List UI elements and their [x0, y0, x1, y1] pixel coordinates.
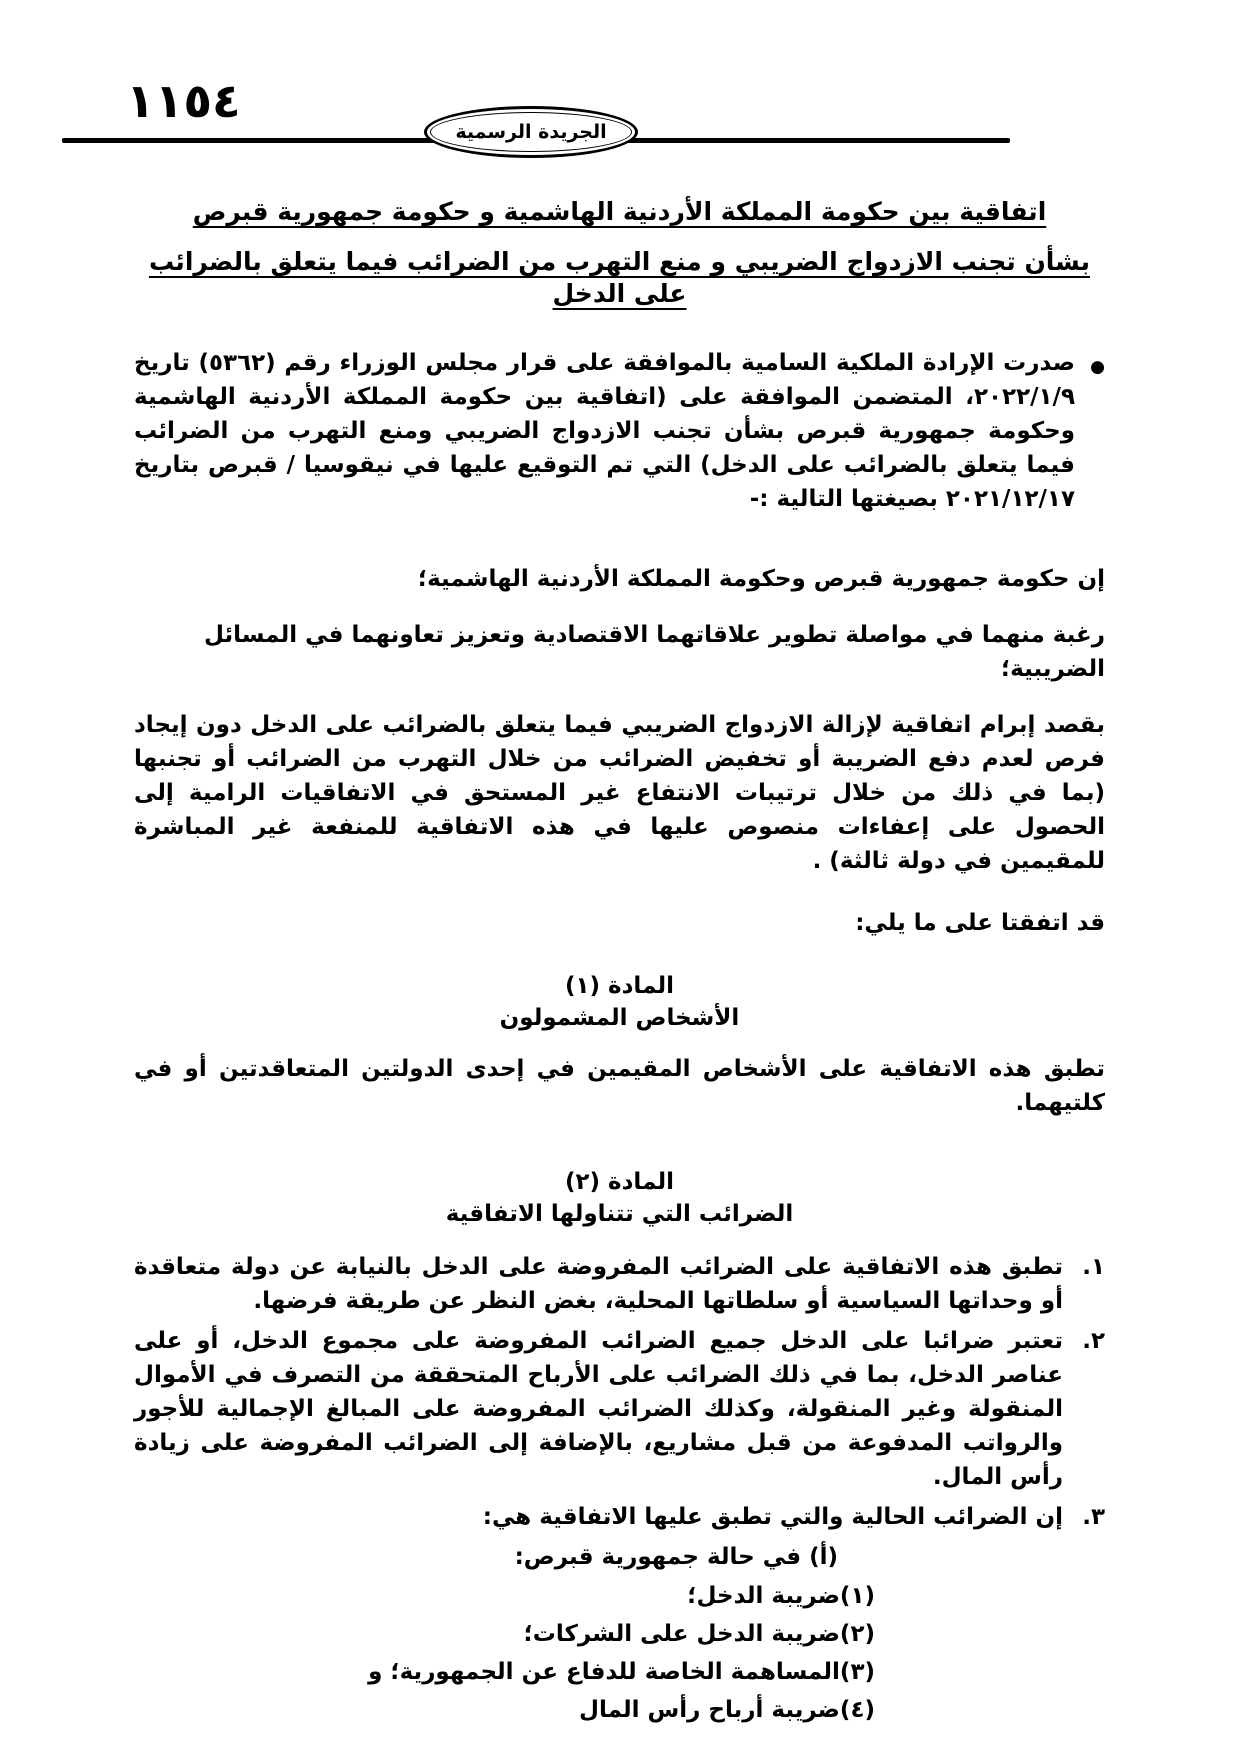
- document-body: [0, 170, 1241, 1726]
- bullet-icon: ●: [1090, 357, 1105, 377]
- royal-decree-text: صدرت الإرادة الملكية السامية بالموافقة على قرار مجلس الوزراء رقم (٥٣٦٢) تاريخ ٢٠٢٢/١/٩، المتضمن الموافقة على (اتفاقية بين حكومة المملكة الأردنية الهاشمية وحكومة جمهورية قبرص بشأن تجنب الازدواج الضريبي ومنع التهرب من الضرائب فيما يتعلق بالضرائب على الدخل) التي تم التوقيع عليها في نيقوسيا / قبرص بتاريخ ٢٠٢١/١٢/١٧ بصيغتها التالية :-: [134, 350, 1075, 512]
- preamble-paragraph-2: رغبة منهما في مواصلة تطوير علاقاتهما الاقتصادية وتعزيز تعاونهما في المسائل الضريبية؛: [203, 622, 1105, 682]
- preamble-paragraph-1: إن حكومة جمهورية قبرص وحكومة المملكة الأردنية الهاشمية؛: [417, 566, 1105, 592]
- list-item-2: [134, 1324, 1105, 1494]
- gazette-badge-label: الجريدة الرسمية: [455, 121, 607, 143]
- royal-decree-paragraph: [134, 346, 1105, 516]
- cyprus-tax-item-4: (٤)ضريبة أرباح رأس المال: [579, 1697, 875, 1723]
- agreement-title-line-1: اتفاقية بين حكومة المملكة الأردنية الهاشمية و حكومة جمهورية قبرص: [192, 197, 1047, 226]
- list-item-3-number: ٣.: [1082, 1504, 1105, 1530]
- agreement-title-line-2: بشأن تجنب الازدواج الضريبي و منع التهرب من الضرائب فيما يتعلق بالضرائب على الدخل: [148, 247, 1091, 308]
- list-item-1-number: ١.: [1082, 1254, 1105, 1280]
- article-1-body: تطبق هذه الاتفاقية على الأشخاص المقيمين في إحدى الدولتين المتعاقدتين أو في كلتيهما.: [134, 1056, 1105, 1116]
- list-item-2-text: تعتبر ضرائبا على الدخل جميع الضرائب المفروضة على مجموع الدخل، أو على عناصر الدخل، بما في ذلك الضرائب على الأرباح المتحققة من التصرف في الأموال المنقولة وغير المنقولة، وكذلك الضرائب المفروضة على المبالغ الإجمالية للأجور والرواتب المدفوعة من قبل مشاريع، بالإضافة إلى الضرائب المفروضة على زيادة رأس المال.: [134, 1328, 1063, 1490]
- list-item-2-number: ٢.: [1082, 1328, 1105, 1354]
- list-item-1: [134, 1250, 1105, 1318]
- gazette-badge: [424, 106, 638, 158]
- list-item-3: [134, 1500, 1105, 1534]
- preamble-paragraph-3: بقصد إبرام اتفاقية لإزالة الازدواج الضريبي فيما يتعلق بالضرائب على الدخل دون إيجاد فرص لعدم دفع الضريبة أو تخفيض الضرائب من خلال التهرب من الضرائب أو تجنبها (بما في ذلك من خلال ترتيبات الانتفاع غير المستحق في الاتفاقيات الرامية إلى الحصول على إعفاءات منصوص عليها في هذه الاتفاقية للمنفعة غير المباشرة للمقيمين في دولة ثالثة) .: [134, 712, 1105, 874]
- cyprus-tax-item-2: (٢)ضريبة الدخل على الشركات؛: [523, 1621, 875, 1647]
- page-header: [0, 0, 1241, 170]
- article-2-heading: المادة (٢): [564, 1169, 675, 1195]
- article-2-subheading: الضرائب التي تتناولها الاتفاقية: [445, 1201, 794, 1227]
- article-1-subheading: الأشخاص المشمولون: [499, 1005, 740, 1031]
- agreement-lead-line: قد اتفقتا على ما يلي:: [855, 910, 1105, 936]
- list-item-1-text: تطبق هذه الاتفاقية على الضرائب المفروضة على الدخل بالنيابة عن دولة متعاقدة أو وحداتها السياسية أو سلطاتها المحلية، بغض النظر عن طريقة فرضها.: [134, 1254, 1063, 1314]
- article-2-list: [134, 1250, 1105, 1534]
- article-1-heading: المادة (١): [564, 973, 675, 999]
- list-item-3-text: إن الضرائب الحالية والتي تطبق عليها الاتفاقية هي:: [482, 1504, 1063, 1530]
- cyprus-tax-item-3: (٣)المساهمة الخاصة للدفاع عن الجمهورية؛ و: [368, 1659, 875, 1685]
- cyprus-case-label: (أ) في حالة جمهورية قبرص:: [514, 1544, 838, 1570]
- page-number: ١١٥٤: [126, 74, 241, 129]
- cyprus-tax-item-1: (١)ضريبة الدخل؛: [687, 1583, 875, 1609]
